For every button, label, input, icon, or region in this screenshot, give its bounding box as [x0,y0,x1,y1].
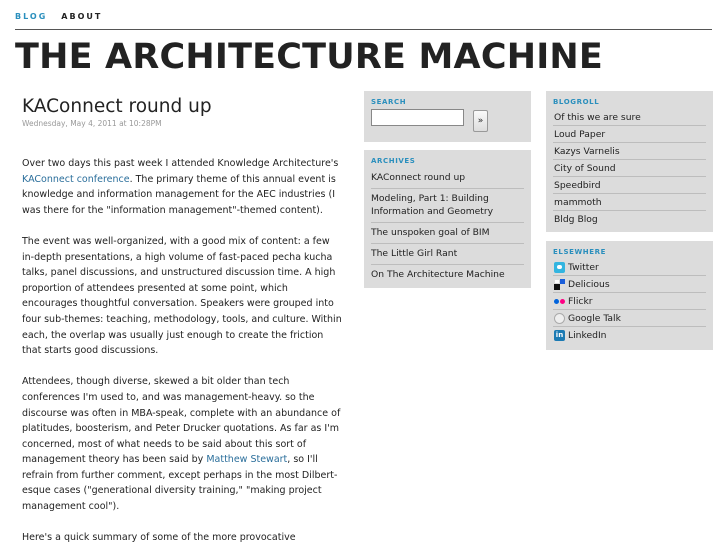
post-text: . The primary theme of this annual event is knowledge and information management for the AEC industries (I was there for the "information management"-themed content). [22,173,336,216]
post-paragraph: The event was well-organized, with a good mix of content: a few in-depth presentations, a high volume of fast-paced pecha kucha talks, panel discussions, and unstructured discussion time. A high proportion of attendees presented at some point, which encourages thoughtful conversation. Speakers were grouped into four sub-themes: teaching, methodology, tools, and culture. Within each, the overlap was usually just enough to create the friction that starts good discussions. [22,235,342,357]
linkedin-icon: in [555,330,564,339]
elsewhere-link-delicious[interactable] [553,276,706,293]
elsewhere-label: Twitter [568,261,599,273]
post-body [22,156,344,545]
archives-heading: ARCHIVES [371,157,416,165]
search-button[interactable]: » [473,110,488,132]
elsewhere-label: Delicious [568,278,610,290]
elsewhere-heading: ELSEWHERE [553,248,606,256]
blogroll-link[interactable]: mammoth [553,194,706,211]
search-widget [364,91,531,142]
google-talk-icon [554,313,565,324]
site-title[interactable]: THE ARCHITECTURE MACHINE [15,37,604,77]
kaconnect-link[interactable]: KAConnect conference [22,173,130,185]
post-paragraph: Here's a quick summary of some of the more provocative [22,532,296,544]
post-text: , so I'll refrain from further comment, except perhaps in the most Dilbert-esque cases ("generational diversity training," "making project management cool"). [22,454,338,513]
elsewhere-label: LinkedIn [568,329,607,341]
blogroll-heading: BLOGROLL [553,98,600,106]
archive-link[interactable]: The unspoken goal of BIM [371,223,524,244]
elsewhere-link-flickr[interactable] [553,293,706,310]
post-paragraph [22,374,344,514]
elsewhere-link-google-talk[interactable] [553,310,706,327]
elsewhere-label: Google Talk [568,312,621,324]
post-date: Wednesday, May 4, 2011 at 10:28PM [22,119,162,128]
top-nav [15,12,102,21]
elsewhere-link-twitter[interactable] [553,259,706,276]
elsewhere-widget [546,241,713,350]
blogroll-link[interactable]: City of Sound [553,160,706,177]
blogroll-link[interactable]: Of this we are sure [553,109,706,126]
post-text: Over two days this past week I attended Knowledge Architecture's [22,158,339,169]
archive-link[interactable]: On The Architecture Machine [371,269,505,280]
archive-link[interactable]: KAConnect round up [371,168,524,189]
archive-link[interactable]: The Little Girl Rant [371,244,524,265]
blogroll-link[interactable]: Loud Paper [553,126,706,143]
flickr-icon [554,299,565,304]
header-divider [15,29,712,30]
blogroll-widget [546,91,713,232]
twitter-icon [554,262,565,273]
nav-blog-link[interactable]: BLOG [15,12,48,21]
blogroll-link[interactable]: Kazys Varnelis [553,143,706,160]
matthew-stewart-link[interactable]: Matthew Stewart [206,454,288,466]
post-text: Attendees, though diverse, skewed a bit older than tech conferences I'm used to, and was management-heavy. so the discourse was often in MBA-speak, complete with an abundance of platitudes, boosterism, and Peter Drucker quotations. As far as I'm concerned, most of what needs to be said about this sort of management theory has been said by [22,376,341,466]
blogroll-link[interactable]: Bldg Blog [554,213,598,225]
blog-post [22,96,344,545]
post-paragraph [22,156,344,218]
blogroll-link[interactable]: Speedbird [553,177,706,194]
post-title[interactable]: KAConnect round up [22,96,212,117]
nav-about-link[interactable]: ABOUT [61,12,103,21]
archive-link[interactable]: Modeling, Part 1: Building Information and Geometry [371,189,524,223]
elsewhere-label: Flickr [568,295,593,307]
search-heading: SEARCH [371,98,407,106]
delicious-icon [554,279,565,290]
search-input[interactable] [371,109,464,126]
elsewhere-link-linkedin[interactable] [553,327,706,343]
archives-widget [364,150,531,288]
